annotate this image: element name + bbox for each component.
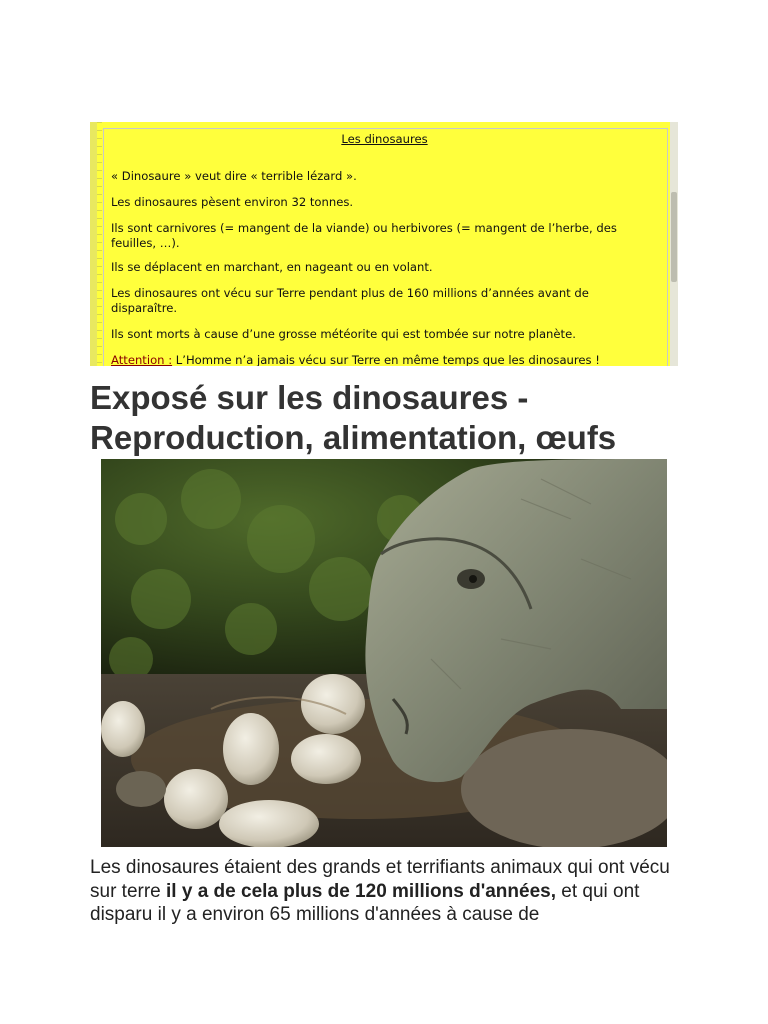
note-line: Ils sont morts à cause d’une grosse météorite qui est tombée sur notre planète. [111, 327, 576, 341]
intro-paragraph [90, 856, 690, 927]
note-line: « Dinosaure » veut dire « terrible lézard ». [111, 169, 357, 183]
note-attention-line [111, 353, 658, 366]
scrollbar-thumb[interactable] [671, 192, 677, 282]
note-line: Les dinosaures ont vécu sur Terre pendant plus de 160 millions d’années avant de disparaître. [111, 286, 589, 315]
note-line: Les dinosaures pèsent environ 32 tonnes. [111, 195, 354, 209]
note-text [111, 132, 658, 366]
note-line: Ils sont carnivores (= mangent de la viande) ou herbivores (= mangent de l’herbe, des feuilles, …). [111, 221, 617, 250]
paragraph-text: Les dinosaures étaient des grands et terrifiants animaux qui ont vécu sur terre [90, 857, 670, 902]
paragraph-text-continued: et qui ont disparu il y a environ 65 millions d'années à cause de [90, 880, 640, 925]
dinosaur-photo [101, 459, 667, 847]
attention-label: Attention : [111, 353, 173, 366]
note-line: Ils se déplacent en marchant, en nageant ou en volant. [111, 260, 433, 274]
note-scrollbar[interactable] [670, 122, 678, 366]
dinosaur-with-eggs-image [101, 459, 667, 847]
note-title: Les dinosaures [341, 132, 428, 146]
paragraph-bold-text: il y a de cela plus de 120 millions d'années, [166, 880, 556, 902]
attention-text: L’Homme n’a jamais vécu sur Terre en même temps que les dinosaures ! [172, 353, 600, 366]
page-title: Exposé sur les dinosaures - Reproduction, alimentation, œufs [90, 379, 617, 456]
dinosaur-facts-note [90, 122, 678, 366]
